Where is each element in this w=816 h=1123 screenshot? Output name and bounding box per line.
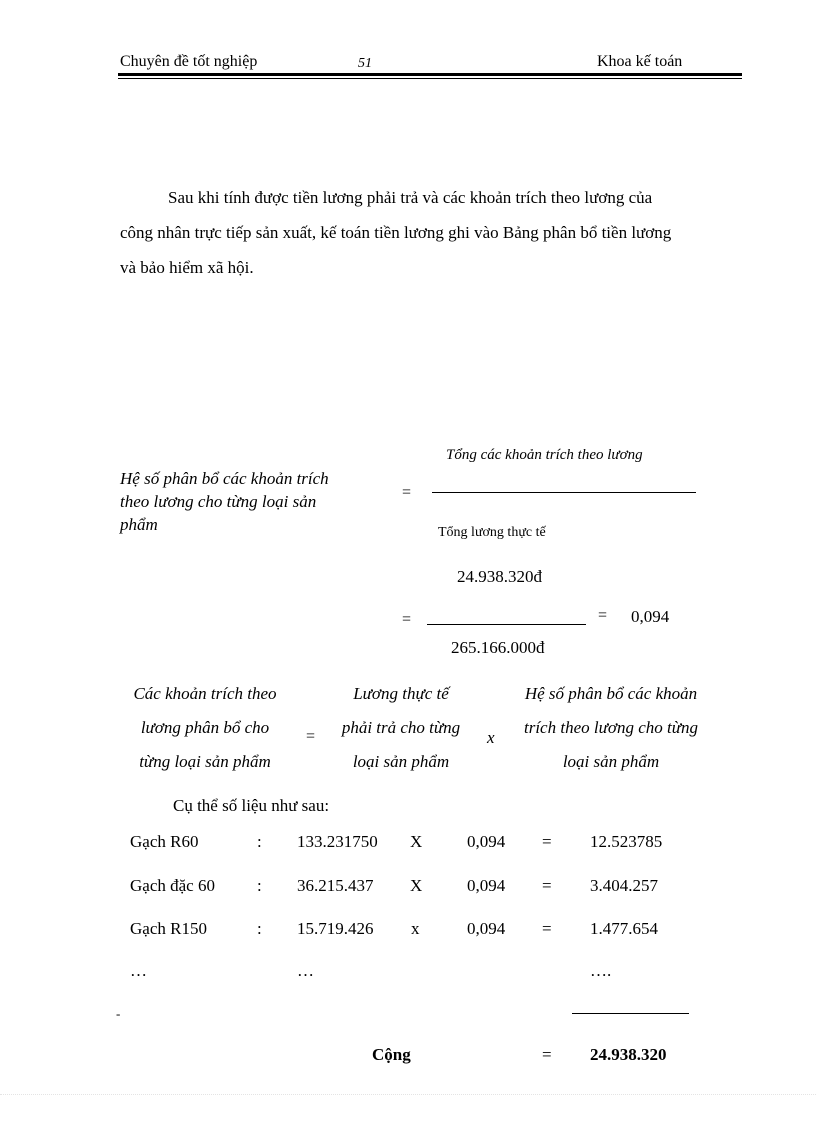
formula1-denominator: Tổng lương thực tế	[438, 525, 546, 540]
formula3-term3-line-3: loại sản phẩm	[562, 752, 660, 771]
row-1-salary: 133.231750	[297, 832, 378, 851]
formula3-times: x	[487, 728, 495, 747]
details-intro: Cụ thể số liệu như sau:	[173, 796, 330, 815]
row-3-colon: :	[257, 919, 262, 938]
formula1-lhs-line-3: phẩm	[120, 515, 158, 534]
formula3-term2-line-3: loại sản phẩm	[352, 752, 450, 771]
total-value: 24.938.320	[590, 1045, 667, 1064]
formula3-term1-line-3: từng loại sản phẩm	[139, 752, 271, 771]
row-3-salary: 15.719.426	[297, 919, 374, 938]
row-2-salary: 36.215.437	[297, 876, 374, 895]
row-3-operator: x	[411, 919, 420, 938]
row-3-result: 1.477.654	[590, 919, 658, 938]
formula3-term2-line-2: phải trả cho từng	[341, 718, 461, 737]
row-1-equals: =	[542, 832, 552, 851]
row-4-name: …	[130, 961, 147, 980]
formula3-term1-line-2: lương phân bổ cho	[140, 718, 270, 737]
row-1-name: Gạch R60	[130, 832, 199, 851]
row-2-operator: X	[410, 876, 423, 895]
margin-dash-mark: -	[116, 1006, 121, 1021]
row-1-result: 12.523785	[590, 832, 663, 851]
intro-line-2: công nhân trực tiếp sản xuất, kế toán tiền lương ghi vào Bảng phân bổ tiền lương	[120, 223, 672, 242]
total-equals: =	[542, 1045, 552, 1064]
row-2-result: 3.404.257	[590, 876, 658, 895]
header-left: Chuyên đề tốt nghiệp	[120, 53, 258, 70]
row-4-result: ….	[590, 961, 612, 980]
formula3-term1-line-1: Các khoản trích theo	[133, 684, 277, 703]
formula1-equals: =	[402, 484, 412, 501]
formula3-term3-line-1: Hệ số phân bổ các khoản	[524, 684, 698, 703]
row-2-name: Gạch đặc 60	[130, 876, 215, 895]
row-2-equals: =	[542, 876, 552, 895]
intro-line-3: và bảo hiểm xã hội.	[120, 258, 254, 277]
total-label: Cộng	[372, 1045, 411, 1064]
row-3-name: Gạch R150	[130, 919, 207, 938]
header-right: Khoa kế toán	[597, 53, 683, 70]
formula1-lhs-line-1: Hệ số phân bổ các khoản trích	[120, 469, 329, 488]
intro-line-1: Sau khi tính được tiền lương phải trả và các khoản trích theo lương của	[168, 188, 653, 207]
formula3-equals: =	[306, 728, 316, 745]
header-rule-thin	[118, 78, 742, 79]
row-2-coefficient: 0,094	[467, 876, 506, 895]
formula2-equals-2: =	[598, 607, 608, 624]
formula1-lhs-line-2: theo lương cho từng loại sản	[120, 492, 317, 511]
row-3-equals: =	[542, 919, 552, 938]
row-3-coefficient: 0,094	[467, 919, 506, 938]
row-1-operator: X	[410, 832, 423, 851]
row-1-colon: :	[257, 832, 262, 851]
row-2-colon: :	[257, 876, 262, 895]
formula2-equals: =	[402, 611, 412, 628]
formula2-numerator: 24.938.320đ	[457, 567, 542, 586]
formula3-term2-line-1: Lương thực tế	[353, 684, 449, 703]
formula3-term3-line-2: trích theo lương cho từng	[524, 718, 698, 737]
formula2-fraction-bar	[427, 624, 586, 625]
page-number: 51	[358, 56, 372, 71]
row-1-coefficient: 0,094	[467, 832, 506, 851]
header-rule-thick	[118, 73, 742, 76]
row-4-salary: …	[297, 961, 314, 980]
formula2-denominator: 265.166.000đ	[451, 638, 545, 657]
formula1-fraction-bar	[432, 492, 696, 493]
bottom-dotted-border	[0, 1094, 816, 1095]
formula2-result: 0,094	[631, 607, 670, 626]
formula1-numerator: Tổng các khoản trích theo lương	[446, 447, 643, 463]
sum-rule	[572, 1013, 689, 1014]
